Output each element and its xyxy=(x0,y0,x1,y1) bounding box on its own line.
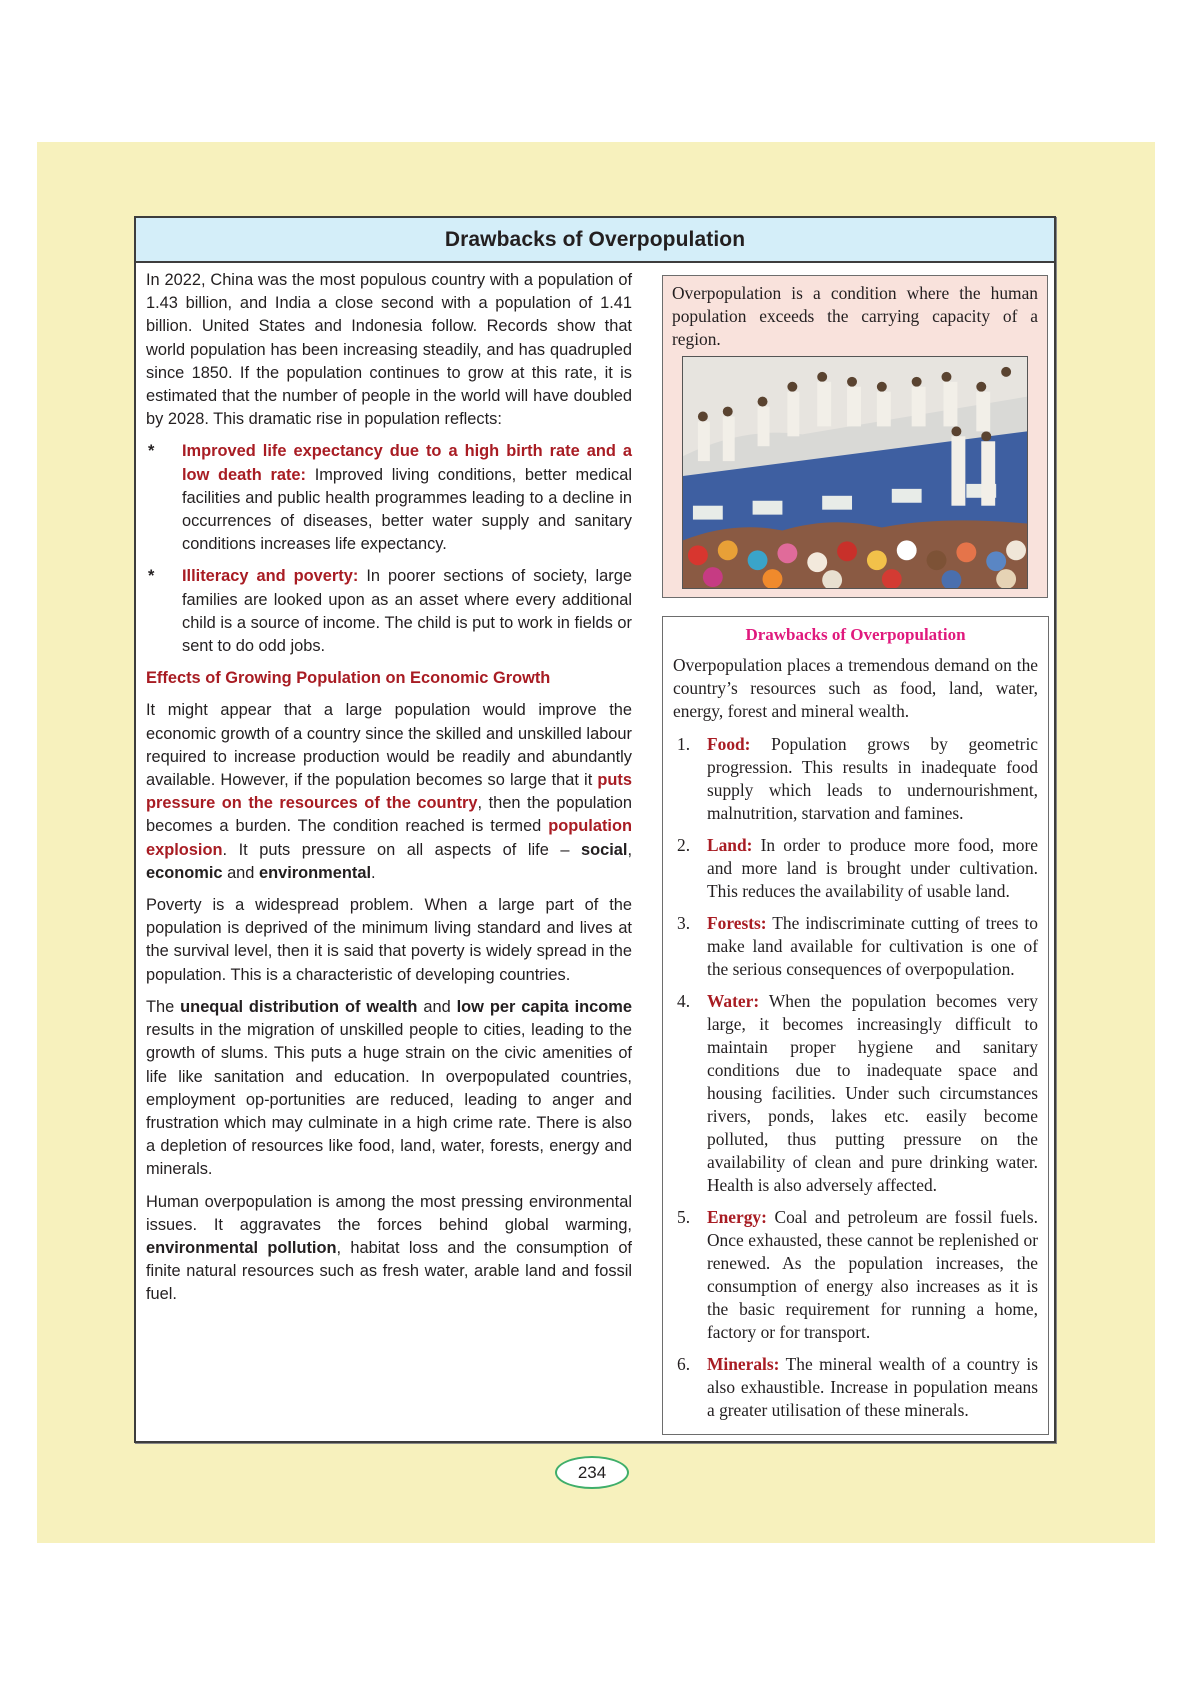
environment-paragraph xyxy=(146,1191,632,1307)
item-label: Water: xyxy=(707,991,760,1011)
highlight-text: puts pressure on the resources of the country xyxy=(146,771,632,813)
item-label: Energy: xyxy=(707,1207,767,1227)
drawbacks-intro: Overpopulation places a tremendous demand on the country’s resources such as food, land, water, energy, forest and mineral wealth. xyxy=(673,655,1038,721)
poverty-paragraph: Poverty is a widespread problem. When a large part of the population is deprived of the minimum living standard and lives at the survival level, then it is said that poverty is widely spread in the population. This is a characteristic of developing countries. xyxy=(146,896,632,984)
highlight-text: population explosion xyxy=(146,817,632,859)
item-body: In order to produce more food, more and more land is brought under cultivation. This reduces the availability of usable land. xyxy=(707,835,1038,901)
bullet-item xyxy=(146,565,632,658)
drawback-item-water xyxy=(673,990,1038,1197)
definition-text: Overpopulation is a condition where the human population exceeds the carrying capacity of a region. xyxy=(672,283,1038,349)
item-label: Land: xyxy=(707,835,753,855)
item-text xyxy=(707,990,1038,1197)
item-text xyxy=(707,733,1038,825)
item-label: Minerals: xyxy=(707,1354,780,1374)
bullet-body: In poorer sections of society, large families are looked upon as an asset where every additional child is a source of income. The child is put to work in fields or sent to do odd jobs. xyxy=(182,567,632,656)
intro-paragraph: In 2022, China was the most populous country with a population of 1.43 billion, and India a close second with a population of 1.41 billion. United States and Indonesia follow. Records show that world population has been increasing steadily, and has quadrupled since 1850. If the population continues to grow at this rate, it is estimated that the number of people in the world will have doubled by 2028. This dramatic rise in population reflects: xyxy=(146,271,632,429)
page-title: Drawbacks of Overpopulation xyxy=(444,227,746,251)
text-run: results in the migration of unskilled people to cities, leading to the growth of slums. This puts a huge strain on the civic amenities of life like sanitation and education. In overpopulated countries, employment op-portunities are reduced, leading to anger and frustration which may culminate in a high crime rate. There is also a depletion of resources like food, land, water, forests, energy and minerals. xyxy=(146,1021,632,1179)
text-run: The xyxy=(146,997,181,1016)
bold-text: economic xyxy=(146,863,223,882)
page-number: 234 xyxy=(555,1456,629,1489)
item-number: 5. xyxy=(677,1207,691,1227)
bullet-label: Improved life expectancy due to a high birth rate and a low death rate: xyxy=(182,442,632,484)
bullet-body: Improved living conditions, better medical facilities and public health programmes leading to a decline in occurrences of diseases, better water supply and sanitary conditions increases life expectancy. xyxy=(182,465,632,554)
item-body: Population grows by geometric progression. This results in inadequate food supply which leads to undernourishment, malnutrition, starvation and famines. xyxy=(707,734,1038,823)
bold-text: environmental xyxy=(258,863,372,882)
item-number: 4. xyxy=(677,991,691,1011)
bullet-text xyxy=(182,565,632,658)
bullet-marker: * xyxy=(148,567,155,586)
drawback-item-minerals xyxy=(673,1353,1038,1422)
item-text xyxy=(707,1353,1038,1422)
bold-text: social xyxy=(580,840,628,859)
item-body: Coal and petroleum are fossil fuels. Once exhausted, these cannot be replenished or renewed. As the population increases, the consumption of energy also increases as it is the basic requirement for running a home, factory or for transport. xyxy=(707,1207,1038,1342)
drawback-item-land xyxy=(673,834,1038,903)
content-box xyxy=(134,216,1056,1443)
bullet-marker: * xyxy=(148,442,155,461)
item-body: When the population becomes very large, it becomes increasingly difficult to maintain proper hygiene and sanitary conditions due to inadequate space and housing facilities. Under such circumstances rivers, ponds, lakes etc. easily become polluted, thus putting pressure on the availability of clean and pure drinking water. Health is also adversely affected. xyxy=(707,991,1038,1195)
text-run: and xyxy=(417,997,457,1016)
item-text xyxy=(707,834,1038,903)
text-run: , habitat loss and the consumption of finite natural resources such as fresh water, arable land and fossil fuel. xyxy=(146,1238,632,1304)
bold-text: unequal distribution of wealth xyxy=(180,997,418,1016)
item-label: Forests: xyxy=(707,913,767,933)
overcrowded-train-photo xyxy=(682,356,1028,589)
item-number: 2. xyxy=(677,835,691,855)
economic-growth-paragraph xyxy=(146,699,632,885)
text-run: . It puts pressure on all aspects of life – xyxy=(222,840,581,859)
item-body: The indiscriminate cutting of trees to make land available for cultivation is one of the serious consequences of overpopulation. xyxy=(707,913,1038,979)
text-run: It might appear that a large population would improve the economic growth of a country since the skilled and unskilled labour required to increase production would be readily and abundantly available. However, if the population becomes so large that it xyxy=(146,701,632,790)
item-number: 3. xyxy=(677,913,691,933)
item-number: 6. xyxy=(677,1354,691,1374)
drawbacks-title: Drawbacks of Overpopulation xyxy=(745,625,966,644)
drawback-item-food xyxy=(673,733,1038,825)
drawbacks-box xyxy=(662,616,1049,1435)
item-number: 1. xyxy=(677,734,691,754)
wealth-paragraph xyxy=(146,996,632,1182)
text-run: . xyxy=(371,863,376,882)
bullet-label: Illiteracy and poverty: xyxy=(182,567,359,586)
text-run: , xyxy=(627,840,632,859)
drawback-item-forests xyxy=(673,912,1038,981)
item-label: Food: xyxy=(707,734,751,754)
bullet-item xyxy=(146,440,632,556)
bold-text: environmental pollution xyxy=(146,1238,337,1257)
definition-box xyxy=(662,275,1048,598)
bullet-text xyxy=(182,440,632,556)
item-text xyxy=(707,912,1038,981)
section-header xyxy=(136,218,1054,263)
drawback-item-energy xyxy=(673,1206,1038,1344)
main-text-column xyxy=(146,269,632,1316)
photo-illustration xyxy=(683,357,1027,588)
text-run: and xyxy=(222,863,259,882)
item-body: The mineral wealth of a country is also exhaustible. Increase in population means a greater utilisation of these minerals. xyxy=(707,1354,1038,1420)
text-run: Human overpopulation is among the most pressing environmental issues. It aggravates the forces behind global warming, xyxy=(146,1192,632,1234)
item-text xyxy=(707,1206,1038,1344)
text-run: , then the population becomes a burden. The condition reached is termed xyxy=(146,794,632,836)
section-subheading: Effects of Growing Population on Economic Growth xyxy=(146,669,551,688)
bold-text: low per capita income xyxy=(456,997,632,1016)
